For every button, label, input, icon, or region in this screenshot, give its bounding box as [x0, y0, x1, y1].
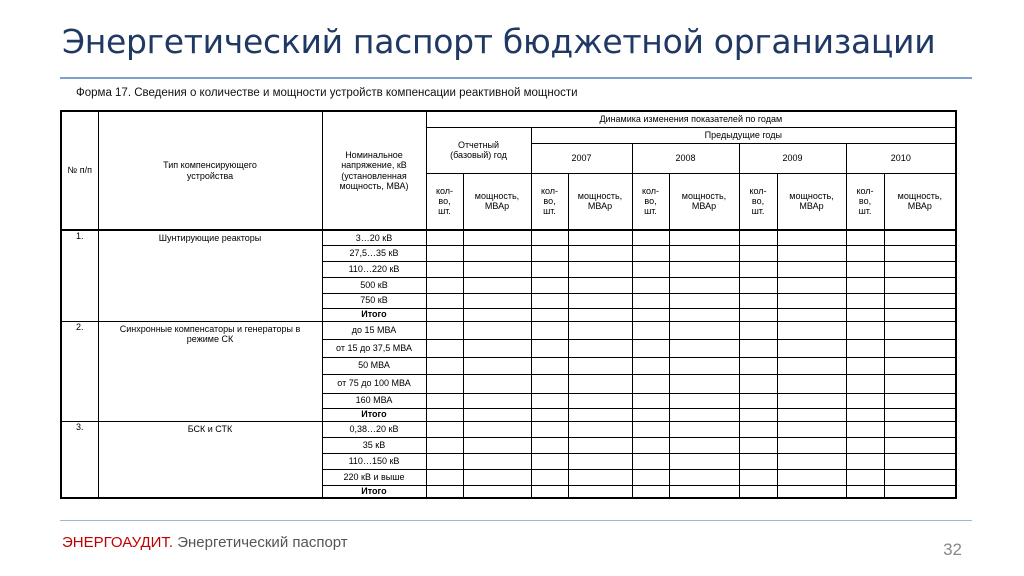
count-cell[interactable]: [531, 374, 568, 393]
count-cell[interactable]: [426, 308, 463, 321]
power-cell[interactable]: [463, 393, 531, 408]
voltage-cell: 0,38…20 кВ: [322, 421, 426, 437]
power-cell[interactable]: [463, 374, 531, 393]
count-cell[interactable]: [632, 393, 669, 408]
power-cell[interactable]: [884, 230, 956, 245]
header-type: Тип компенсирующего устройства: [98, 111, 322, 230]
power-cell[interactable]: [884, 357, 956, 374]
header-power: мощность, МВАр: [777, 173, 846, 230]
power-cell[interactable]: [884, 308, 956, 321]
count-cell[interactable]: [846, 437, 884, 453]
footer-brand-accent: ЭНЕРГОАУДИТ.: [62, 534, 174, 551]
power-cell[interactable]: [777, 421, 846, 437]
power-cell[interactable]: [777, 374, 846, 393]
header-power: мощность, МВАр: [884, 173, 956, 230]
count-cell[interactable]: [739, 339, 777, 357]
count-cell[interactable]: [426, 408, 463, 421]
power-cell[interactable]: [568, 408, 632, 421]
count-cell[interactable]: [739, 469, 777, 485]
count-cell[interactable]: [632, 374, 669, 393]
power-cell[interactable]: [463, 485, 531, 498]
power-cell[interactable]: [884, 293, 956, 308]
power-cell[interactable]: [669, 245, 739, 261]
count-cell[interactable]: [739, 277, 777, 293]
count-cell[interactable]: [739, 393, 777, 408]
count-cell[interactable]: [531, 339, 568, 357]
count-cell[interactable]: [739, 374, 777, 393]
table-row: [61, 321, 956, 339]
count-cell[interactable]: [846, 469, 884, 485]
power-cell[interactable]: [568, 437, 632, 453]
total-label: Итого: [322, 485, 426, 498]
count-cell[interactable]: [632, 485, 669, 498]
footer-brand: [62, 534, 348, 551]
power-cell[interactable]: [884, 374, 956, 393]
device-type: Синхронные компенсаторы и генераторы в режиме СК: [98, 321, 322, 421]
power-cell[interactable]: [568, 277, 632, 293]
count-cell[interactable]: [846, 453, 884, 469]
voltage-cell: от 15 до 37,5 МВА: [322, 339, 426, 357]
footer-divider: [60, 520, 972, 521]
power-cell[interactable]: [568, 230, 632, 245]
count-cell[interactable]: [531, 469, 568, 485]
power-cell[interactable]: [884, 408, 956, 421]
power-cell[interactable]: [669, 308, 739, 321]
header-power: мощность, МВАр: [669, 173, 739, 230]
count-cell[interactable]: [632, 437, 669, 453]
power-cell[interactable]: [568, 393, 632, 408]
power-cell[interactable]: [777, 469, 846, 485]
power-cell[interactable]: [669, 293, 739, 308]
power-cell[interactable]: [777, 308, 846, 321]
power-cell[interactable]: [884, 453, 956, 469]
power-cell[interactable]: [463, 277, 531, 293]
table-row: [61, 230, 956, 245]
power-cell[interactable]: [777, 261, 846, 277]
voltage-cell: 27,5…35 кВ: [322, 245, 426, 261]
power-cell[interactable]: [777, 293, 846, 308]
header-count: кол-во, шт.: [426, 173, 463, 230]
count-cell[interactable]: [846, 277, 884, 293]
count-cell[interactable]: [632, 421, 669, 437]
count-cell[interactable]: [426, 374, 463, 393]
power-cell[interactable]: [777, 437, 846, 453]
power-cell[interactable]: [777, 357, 846, 374]
count-cell[interactable]: [632, 261, 669, 277]
power-cell[interactable]: [568, 357, 632, 374]
count-cell[interactable]: [531, 437, 568, 453]
header-year-2007: 2007: [531, 143, 632, 173]
count-cell[interactable]: [739, 485, 777, 498]
power-cell[interactable]: [463, 321, 531, 339]
count-cell[interactable]: [846, 408, 884, 421]
count-cell[interactable]: [739, 421, 777, 437]
count-cell[interactable]: [739, 437, 777, 453]
power-cell[interactable]: [463, 230, 531, 245]
power-cell[interactable]: [463, 357, 531, 374]
voltage-cell: 3…20 кВ: [322, 230, 426, 245]
power-cell[interactable]: [777, 485, 846, 498]
count-cell[interactable]: [846, 339, 884, 357]
total-label: Итого: [322, 308, 426, 321]
header-num: № п/п: [61, 111, 98, 230]
power-cell[interactable]: [463, 469, 531, 485]
power-cell[interactable]: [463, 408, 531, 421]
count-cell[interactable]: [426, 261, 463, 277]
total-label: Итого: [322, 408, 426, 421]
count-cell[interactable]: [739, 453, 777, 469]
header-voltage: Номинальное напряжение, кВ (установленная мощность, МВА): [322, 111, 426, 230]
power-cell[interactable]: [463, 437, 531, 453]
count-cell[interactable]: [426, 230, 463, 245]
row-number: 3.: [61, 421, 98, 498]
power-cell[interactable]: [669, 261, 739, 277]
count-cell[interactable]: [531, 277, 568, 293]
power-cell[interactable]: [669, 393, 739, 408]
count-cell[interactable]: [426, 469, 463, 485]
power-cell[interactable]: [463, 421, 531, 437]
power-cell[interactable]: [884, 339, 956, 357]
count-cell[interactable]: [739, 230, 777, 245]
reactive-power-table: [60, 110, 957, 499]
count-cell[interactable]: [632, 277, 669, 293]
count-cell[interactable]: [632, 321, 669, 339]
power-cell[interactable]: [669, 357, 739, 374]
header-year-2010: 2010: [846, 143, 956, 173]
count-cell[interactable]: [846, 245, 884, 261]
power-cell[interactable]: [884, 277, 956, 293]
device-type: Шунтирующие реакторы: [98, 230, 322, 321]
power-cell[interactable]: [568, 374, 632, 393]
voltage-cell: до 15 МВА: [322, 321, 426, 339]
count-cell[interactable]: [632, 245, 669, 261]
page-title: Энергетический паспорт бюджетной организации: [62, 22, 936, 61]
count-cell[interactable]: [426, 485, 463, 498]
count-cell[interactable]: [632, 453, 669, 469]
power-cell[interactable]: [669, 277, 739, 293]
count-cell[interactable]: [632, 293, 669, 308]
count-cell[interactable]: [426, 293, 463, 308]
count-cell[interactable]: [739, 308, 777, 321]
power-cell[interactable]: [777, 277, 846, 293]
power-cell[interactable]: [884, 469, 956, 485]
count-cell[interactable]: [531, 293, 568, 308]
count-cell[interactable]: [846, 321, 884, 339]
count-cell[interactable]: [632, 469, 669, 485]
header-power: мощность, МВАр: [568, 173, 632, 230]
row-number: 1.: [61, 230, 98, 321]
header-reporting-year: Отчетный (базовый) год: [426, 127, 531, 173]
header-year-2009: 2009: [739, 143, 846, 173]
power-cell[interactable]: [568, 421, 632, 437]
count-cell[interactable]: [739, 245, 777, 261]
header-dynamics: Динамика изменения показателей по годам: [426, 111, 956, 127]
count-cell[interactable]: [846, 261, 884, 277]
power-cell[interactable]: [568, 308, 632, 321]
power-cell[interactable]: [669, 230, 739, 245]
count-cell[interactable]: [531, 357, 568, 374]
power-cell[interactable]: [669, 408, 739, 421]
table-body: [61, 230, 956, 498]
power-cell[interactable]: [777, 339, 846, 357]
power-cell[interactable]: [463, 339, 531, 357]
count-cell[interactable]: [632, 339, 669, 357]
power-cell[interactable]: [669, 339, 739, 357]
header-power: мощность, МВАр: [463, 173, 531, 230]
power-cell[interactable]: [777, 393, 846, 408]
count-cell[interactable]: [426, 421, 463, 437]
power-cell[interactable]: [568, 469, 632, 485]
count-cell[interactable]: [846, 357, 884, 374]
header-count: кол-во, шт.: [846, 173, 884, 230]
voltage-cell: 110…150 кВ: [322, 453, 426, 469]
power-cell[interactable]: [669, 437, 739, 453]
header-year-2008: 2008: [632, 143, 739, 173]
count-cell[interactable]: [846, 230, 884, 245]
voltage-cell: 110…220 кВ: [322, 261, 426, 277]
count-cell[interactable]: [426, 245, 463, 261]
voltage-cell: 500 кВ: [322, 277, 426, 293]
power-cell[interactable]: [777, 245, 846, 261]
count-cell[interactable]: [739, 357, 777, 374]
power-cell[interactable]: [568, 339, 632, 357]
count-cell[interactable]: [846, 393, 884, 408]
count-cell[interactable]: [531, 230, 568, 245]
row-number: 2.: [61, 321, 98, 421]
count-cell[interactable]: [739, 321, 777, 339]
count-cell[interactable]: [531, 485, 568, 498]
count-cell[interactable]: [531, 421, 568, 437]
power-cell[interactable]: [884, 437, 956, 453]
footer-brand-text: Энергетический паспорт: [173, 534, 348, 551]
page-number: 32: [943, 540, 962, 559]
count-cell[interactable]: [846, 421, 884, 437]
table-row: [61, 421, 956, 437]
power-cell[interactable]: [884, 321, 956, 339]
power-cell[interactable]: [669, 374, 739, 393]
power-cell[interactable]: [777, 321, 846, 339]
count-cell[interactable]: [632, 357, 669, 374]
count-cell[interactable]: [426, 339, 463, 357]
count-cell[interactable]: [426, 393, 463, 408]
power-cell[interactable]: [669, 485, 739, 498]
power-cell[interactable]: [463, 453, 531, 469]
count-cell[interactable]: [531, 308, 568, 321]
count-cell[interactable]: [426, 321, 463, 339]
count-cell[interactable]: [531, 261, 568, 277]
power-cell[interactable]: [568, 293, 632, 308]
power-cell[interactable]: [568, 321, 632, 339]
count-cell[interactable]: [531, 245, 568, 261]
power-cell[interactable]: [463, 293, 531, 308]
count-cell[interactable]: [531, 453, 568, 469]
power-cell[interactable]: [777, 408, 846, 421]
count-cell[interactable]: [739, 293, 777, 308]
power-cell[interactable]: [669, 453, 739, 469]
voltage-cell: от 75 до 100 МВА: [322, 374, 426, 393]
count-cell[interactable]: [531, 393, 568, 408]
power-cell[interactable]: [884, 245, 956, 261]
power-cell[interactable]: [669, 421, 739, 437]
count-cell[interactable]: [632, 308, 669, 321]
power-cell[interactable]: [777, 230, 846, 245]
count-cell[interactable]: [739, 261, 777, 277]
count-cell[interactable]: [846, 485, 884, 498]
count-cell[interactable]: [846, 308, 884, 321]
power-cell[interactable]: [463, 308, 531, 321]
count-cell[interactable]: [632, 408, 669, 421]
power-cell[interactable]: [568, 453, 632, 469]
power-cell[interactable]: [568, 485, 632, 498]
voltage-cell: 50 МВА: [322, 357, 426, 374]
power-cell[interactable]: [463, 261, 531, 277]
power-cell[interactable]: [568, 261, 632, 277]
count-cell[interactable]: [426, 437, 463, 453]
power-cell[interactable]: [669, 469, 739, 485]
count-cell[interactable]: [846, 374, 884, 393]
title-divider: [60, 77, 972, 79]
voltage-cell: 220 кВ и выше: [322, 469, 426, 485]
voltage-cell: 35 кВ: [322, 437, 426, 453]
count-cell[interactable]: [426, 357, 463, 374]
count-cell[interactable]: [632, 230, 669, 245]
power-cell[interactable]: [884, 261, 956, 277]
count-cell[interactable]: [531, 408, 568, 421]
count-cell[interactable]: [531, 321, 568, 339]
header-count: кол-во, шт.: [531, 173, 568, 230]
count-cell[interactable]: [739, 408, 777, 421]
power-cell[interactable]: [463, 245, 531, 261]
power-cell[interactable]: [777, 453, 846, 469]
power-cell[interactable]: [568, 245, 632, 261]
form-title: Форма 17. Сведения о количестве и мощности устройств компенсации реактивной мощности: [76, 87, 578, 99]
header-count: кол-во, шт.: [739, 173, 777, 230]
power-cell[interactable]: [884, 393, 956, 408]
power-cell[interactable]: [669, 321, 739, 339]
device-type: БСК и СТК: [98, 421, 322, 498]
voltage-cell: 750 кВ: [322, 293, 426, 308]
count-cell[interactable]: [426, 277, 463, 293]
header-previous-years: Предыдущие годы: [531, 127, 956, 143]
count-cell[interactable]: [426, 453, 463, 469]
count-cell[interactable]: [846, 293, 884, 308]
power-cell[interactable]: [884, 421, 956, 437]
header-count: кол-во, шт.: [632, 173, 669, 230]
voltage-cell: 160 МВА: [322, 393, 426, 408]
power-cell[interactable]: [884, 485, 956, 498]
